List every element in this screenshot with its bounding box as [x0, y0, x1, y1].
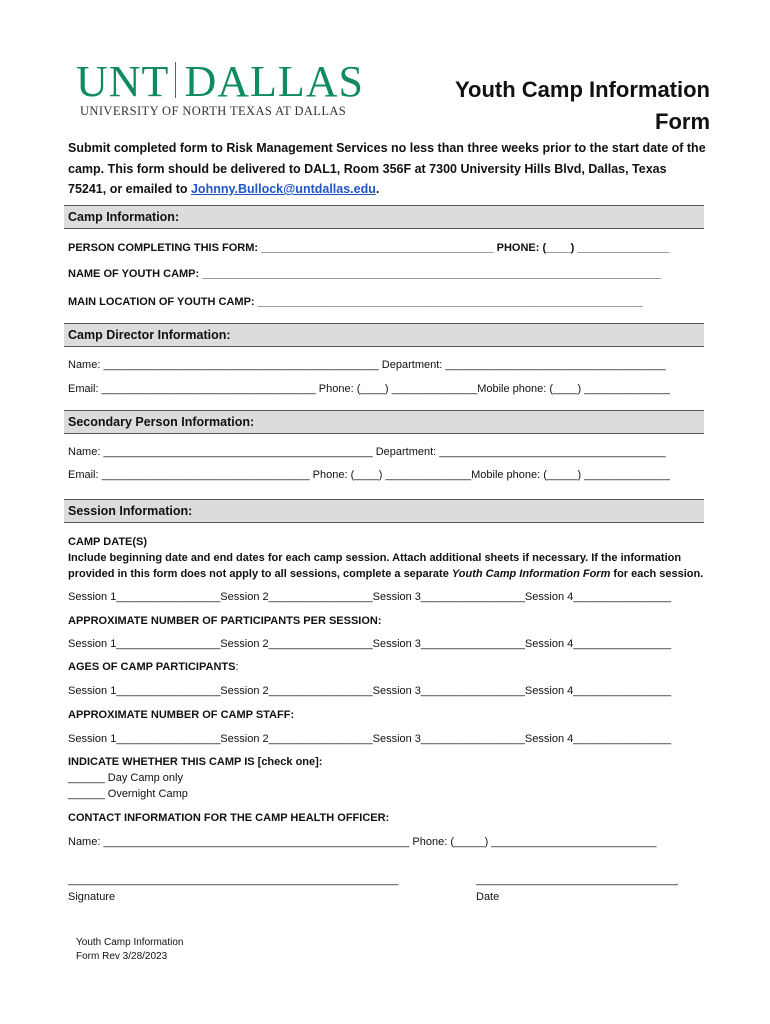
day-camp-option[interactable]: ______ Day Camp only: [68, 772, 183, 784]
participants-sessions-field[interactable]: Session 1_________________Session 2_________________Session 3_________________Session 4________________: [68, 638, 672, 650]
secondary-email-field[interactable]: Email: __________________________________ Phone: (____) ______________Mobile phone: (_____) ______________: [68, 469, 670, 481]
title-line-1: Youth Camp Information: [454, 77, 710, 102]
session-information-header: [64, 499, 704, 523]
health-officer-label: CONTACT INFORMATION FOR THE CAMP HEALTH OFFICER:: [68, 812, 390, 824]
session-instructions: [68, 550, 708, 582]
camp-dates-label: CAMP DATE(S): [68, 536, 148, 548]
page-title: [430, 74, 710, 138]
ages-label-text: AGES OF CAMP PARTICIPANTS: [68, 661, 236, 673]
camp-information-heading: Camp Information:: [68, 210, 180, 224]
participants-label: APPROXIMATE NUMBER OF PARTICIPANTS PER SESSION:: [68, 615, 382, 627]
person-completing-field[interactable]: PERSON COMPLETING THIS FORM: ______________________________________ PHONE: (____) _______________: [68, 242, 670, 254]
intro-text: Submit completed form to Risk Management Services no less than three weeks prior to the start date of the camp. This form should be delivered to DAL1, Room 356F at 7300 University Hills Blvd, Dallas, Texas 75241, or emailed to: [68, 141, 706, 196]
instructions-a: Include beginning date and end dates for each camp session. Attach additional sheets if necessary. If the information provided in this form does not apply to all sessions, complete a separate: [68, 552, 682, 580]
footer-line-2: Form Rev 3/28/2023: [76, 951, 168, 962]
intro-end: .: [375, 182, 380, 196]
staff-label: APPROXIMATE NUMBER OF CAMP STAFF:: [68, 709, 295, 721]
logo-divider: [175, 62, 176, 98]
camp-name-field[interactable]: NAME OF YOUTH CAMP: ___________________________________________________________________________: [68, 268, 662, 280]
director-email-field[interactable]: Email: ___________________________________ Phone: (____) ______________Mobile phone: (____) ______________: [68, 383, 670, 395]
camp-information-header: [64, 205, 704, 229]
director-name-field[interactable]: Name: _____________________________________________ Department: ____________________________________: [68, 359, 666, 371]
footer: [76, 936, 183, 964]
camp-dates-sessions-field[interactable]: Session 1_________________Session 2_________________Session 3_________________Session 4________________: [68, 591, 672, 603]
signature-label: Signature: [68, 891, 116, 903]
ages-label: [68, 661, 239, 673]
main-location-field[interactable]: MAIN LOCATION OF YOUTH CAMP: _______________________________________________________________: [68, 296, 644, 308]
logo-dallas-text: DALLAS: [184, 57, 364, 106]
camp-director-heading: Camp Director Information:: [68, 328, 231, 342]
title-line-2: Form: [655, 109, 710, 134]
logo-subtitle: UNIVERSITY OF NORTH TEXAS AT DALLAS: [80, 104, 347, 118]
date-line[interactable]: _________________________________: [476, 874, 678, 886]
logo-unt-text: UNT: [76, 57, 170, 106]
date-label: Date: [476, 891, 500, 903]
health-officer-name-field[interactable]: Name: __________________________________________________ Phone: (_____) ___________________________: [68, 836, 657, 848]
instructions-form-name: Youth Camp Information Form: [451, 568, 611, 580]
camp-type-label: INDICATE WHETHER THIS CAMP IS [check one]:: [68, 756, 323, 768]
footer-line-1: Youth Camp Information: [76, 937, 184, 948]
session-information-heading: Session Information:: [68, 504, 193, 518]
email-link[interactable]: Johnny.Bullock@untdallas.edu: [190, 182, 376, 196]
staff-sessions-field[interactable]: Session 1_________________Session 2_________________Session 3_________________Session 4________________: [68, 733, 672, 745]
unt-dallas-logo: [76, 57, 364, 106]
intro-paragraph: [68, 138, 708, 200]
camp-director-header: [64, 323, 704, 347]
instructions-b: for each session.: [610, 568, 704, 580]
secondary-person-header: [64, 410, 704, 434]
ages-label-colon: :: [235, 661, 239, 673]
signature-line[interactable]: ______________________________________________________: [68, 874, 399, 886]
overnight-camp-option[interactable]: ______ Overnight Camp: [68, 788, 188, 800]
ages-sessions-field[interactable]: Session 1_________________Session 2_________________Session 3_________________Session 4________________: [68, 685, 672, 697]
secondary-name-field[interactable]: Name: ____________________________________________ Department: _____________________________________: [68, 446, 666, 458]
secondary-person-heading: Secondary Person Information:: [68, 415, 255, 429]
